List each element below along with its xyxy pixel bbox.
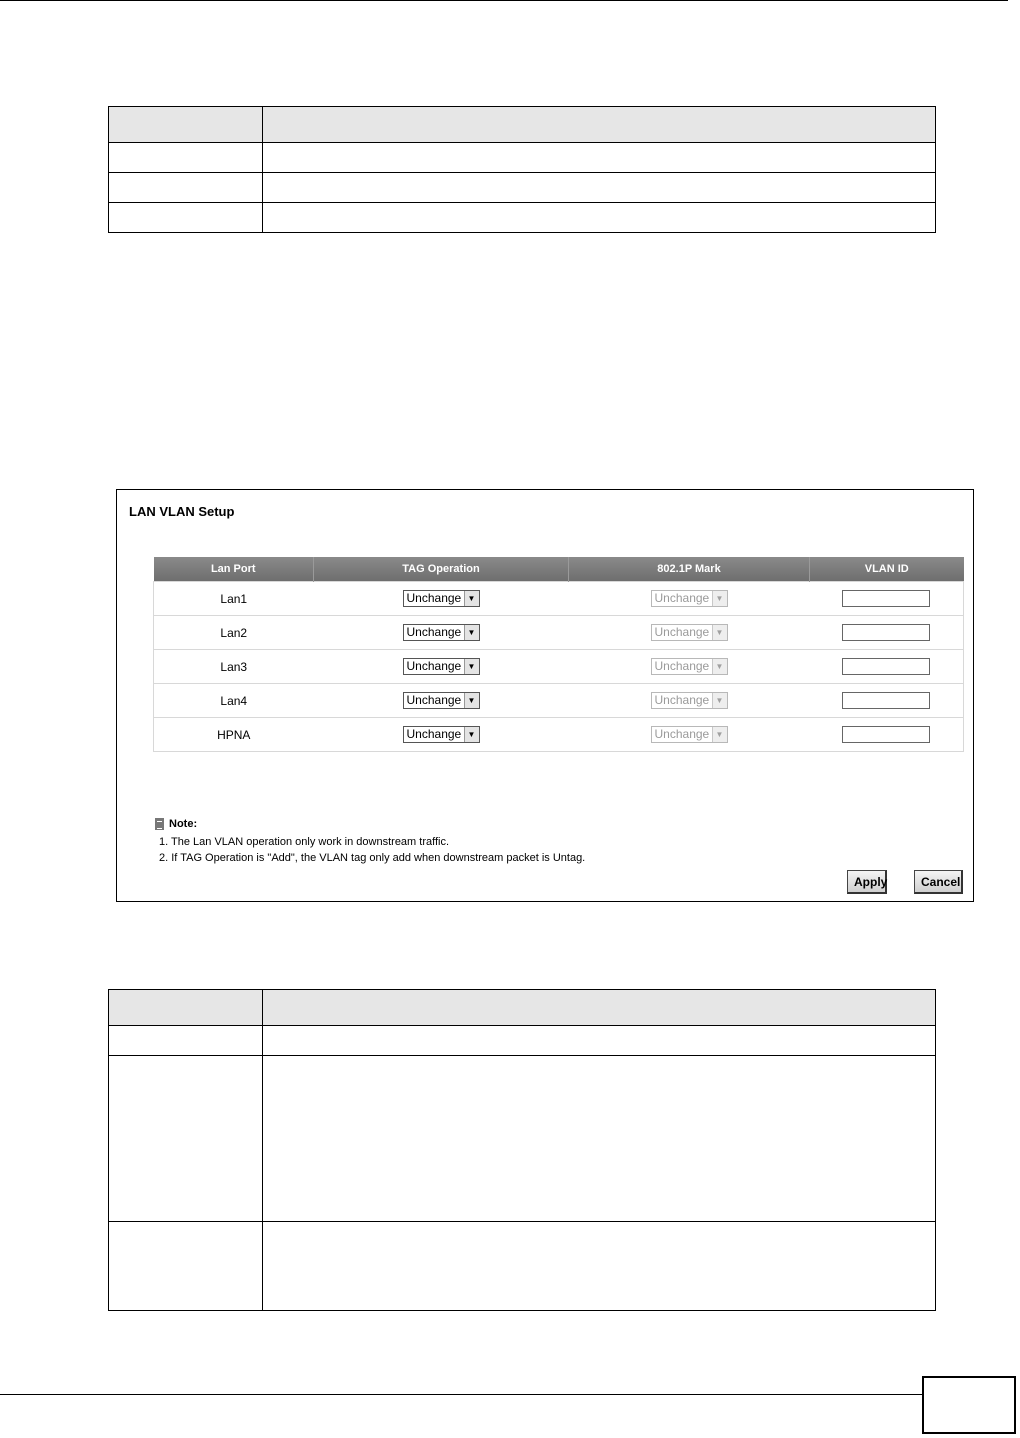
- dropdown-arrow-icon: ▼: [464, 693, 479, 708]
- lan-port-label: HPNA: [154, 718, 314, 752]
- 8021p-mark-select: Unchange ▼: [651, 624, 728, 641]
- tag-operation-select[interactable]: Unchange ▼: [403, 624, 480, 641]
- page-header-rule: [0, 0, 1008, 1]
- 8021p-mark-select: Unchange ▼: [651, 590, 728, 607]
- dropdown-arrow-icon: ▼: [464, 659, 479, 674]
- table-row: [154, 718, 964, 752]
- column-header-vlan-id: VLAN ID: [810, 557, 964, 582]
- dropdown-arrow-icon: ▼: [464, 591, 479, 606]
- vlan-id-input[interactable]: [842, 624, 930, 641]
- lan-port-label: Lan4: [154, 684, 314, 718]
- column-header-8021p-mark: 802.1P Mark: [569, 557, 810, 582]
- apply-button[interactable]: Apply: [847, 870, 887, 894]
- vlan-id-input[interactable]: [842, 726, 930, 743]
- vlan-id-input[interactable]: [842, 658, 930, 675]
- lan-port-label: Lan2: [154, 616, 314, 650]
- panel-title: LAN VLAN Setup: [129, 504, 235, 519]
- page-number-box: [922, 1376, 1016, 1434]
- table-row: [154, 582, 964, 616]
- tag-operation-select[interactable]: Unchange ▼: [403, 658, 480, 675]
- vlan-id-input[interactable]: [842, 590, 930, 607]
- dropdown-arrow-icon: ▼: [712, 693, 727, 708]
- note-line-2: 2. If TAG Operation is "Add", the VLAN tag only add when downstream packet is Untag.: [159, 852, 586, 864]
- cancel-button[interactable]: Cancel: [914, 870, 963, 894]
- vlan-id-input[interactable]: [842, 692, 930, 709]
- lan-vlan-setup-panel: [116, 489, 974, 902]
- tag-operation-select[interactable]: Unchange ▼: [403, 590, 480, 607]
- note-heading: Note:: [169, 818, 198, 830]
- dropdown-arrow-icon: ▼: [464, 625, 479, 640]
- manual-table-top: [108, 106, 936, 233]
- column-header-lan-port: Lan Port: [154, 557, 314, 582]
- dropdown-arrow-icon: ▼: [712, 727, 727, 742]
- 8021p-mark-select: Unchange ▼: [651, 658, 728, 675]
- 8021p-mark-select: Unchange ▼: [651, 692, 728, 709]
- lan-port-label: Lan1: [154, 582, 314, 616]
- vlan-table: [153, 557, 964, 752]
- table-row: [154, 650, 964, 684]
- manual-table-bottom: [108, 989, 936, 1311]
- note-line-1: 1. The Lan VLAN operation only work in downstream traffic.: [159, 836, 450, 848]
- tag-operation-select[interactable]: Unchange ▼: [403, 692, 480, 709]
- dropdown-arrow-icon: ▼: [712, 625, 727, 640]
- dropdown-arrow-icon: ▼: [712, 591, 727, 606]
- table-row: [154, 616, 964, 650]
- tag-operation-select[interactable]: Unchange ▼: [403, 726, 480, 743]
- note-section: [155, 816, 585, 866]
- table-row: [154, 684, 964, 718]
- dropdown-arrow-icon: ▼: [712, 659, 727, 674]
- page-footer-rule: [0, 1394, 922, 1395]
- dropdown-arrow-icon: ▼: [464, 727, 479, 742]
- lan-port-label: Lan3: [154, 650, 314, 684]
- 8021p-mark-select: Unchange ▼: [651, 726, 728, 743]
- note-icon: [155, 818, 164, 830]
- column-header-tag-operation: TAG Operation: [314, 557, 569, 582]
